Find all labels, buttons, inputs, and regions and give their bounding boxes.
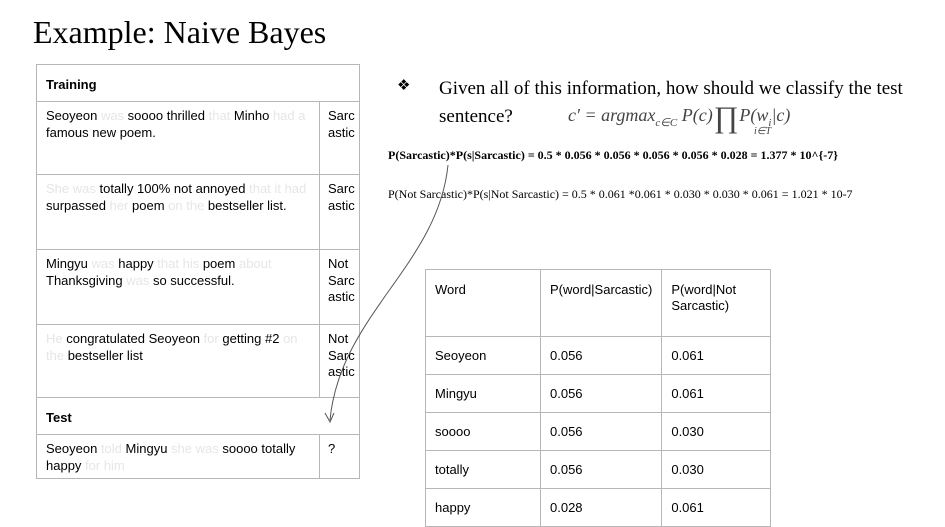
faint-word: told bbox=[97, 441, 126, 456]
label-cell: Not Sarc astic bbox=[320, 325, 360, 398]
kept-word: soooo thrilled bbox=[127, 108, 205, 123]
kept-word: Mingyu bbox=[46, 256, 88, 271]
formula-likelihood-sub: i bbox=[768, 117, 772, 129]
kept-word: bestseller list bbox=[67, 347, 143, 363]
faint-word: He bbox=[46, 331, 67, 346]
formula-lhs: c′ bbox=[568, 105, 580, 125]
word-cell: Mingyu bbox=[426, 375, 541, 413]
faint-word: that it had bbox=[245, 181, 307, 196]
faint-word: was bbox=[122, 272, 153, 288]
kept-word: bestseller list. bbox=[207, 197, 287, 213]
p-sarcastic-cell: 0.056 bbox=[541, 375, 662, 413]
arrow-head-icon bbox=[325, 413, 334, 422]
faint-word: on the bbox=[164, 197, 208, 213]
word-cell: happy bbox=[426, 489, 541, 527]
p-sarcastic-cell: 0.056 bbox=[541, 337, 662, 375]
kept-word: Minho bbox=[233, 108, 270, 123]
kept-word: Seoyeon bbox=[46, 108, 98, 123]
word-cell: soooo bbox=[426, 413, 541, 451]
formula-prior: P(c) bbox=[681, 105, 713, 125]
header-p-sarcastic: P(word|Sarcastic) bbox=[541, 270, 662, 337]
test-header: Test bbox=[37, 398, 360, 435]
calc-sarcastic: P(Sarcastic)*P(s|Sarcastic) = 0.5 * 0.056 * 0.056 * 0.056 * 0.056 * 0.028 = 1.377 * 10^{-7} bbox=[388, 148, 838, 162]
kept-word: surpassed bbox=[46, 197, 106, 213]
training-header: Training bbox=[37, 65, 360, 102]
p-not-sarcastic-cell: 0.061 bbox=[662, 375, 771, 413]
label-cell: Not Sarc astic bbox=[320, 250, 360, 325]
faint-word: about bbox=[235, 256, 272, 271]
faint-word: she was bbox=[167, 441, 223, 456]
faint-word: for him bbox=[81, 457, 125, 473]
faint-word: her bbox=[105, 197, 132, 213]
faint-word: was bbox=[97, 108, 128, 123]
faint-word: was bbox=[87, 256, 119, 271]
arrow-line bbox=[330, 165, 448, 420]
kept-word: Thanksgiving bbox=[46, 272, 123, 288]
kept-word: Mingyu bbox=[125, 441, 168, 456]
label-cell: Sarc astic bbox=[320, 102, 360, 175]
header-p-not-sarcastic: P(word|Not Sarcastic) bbox=[662, 270, 771, 337]
question-text: Given all of this information, how should we classify the test sentence? bbox=[439, 78, 903, 127]
faint-word: had a bbox=[269, 108, 306, 123]
product-subscript: i∈T bbox=[754, 126, 772, 137]
kept-word: so successful. bbox=[152, 272, 235, 288]
formula-likelihood-end: |c) bbox=[771, 105, 791, 125]
faint-word: that his bbox=[153, 256, 203, 271]
faint-word: on the bbox=[46, 331, 298, 363]
faint-word: for bbox=[199, 331, 223, 346]
kept-word: getting #2 bbox=[222, 331, 280, 346]
formula-argmax: argmax bbox=[601, 105, 656, 125]
label-cell: ? bbox=[320, 435, 360, 479]
kept-word: poem bbox=[132, 197, 165, 213]
label-cell: Sarc astic bbox=[320, 175, 360, 250]
formula-likelihood: P(w bbox=[739, 105, 769, 125]
faint-word: She was bbox=[46, 181, 100, 196]
kept-word: Seoyeon bbox=[46, 441, 98, 456]
faint-word: that bbox=[205, 108, 234, 123]
kept-word: congratulated Seoyeon bbox=[66, 331, 200, 346]
word-cell: totally bbox=[426, 451, 541, 489]
word-cell: Seoyeon bbox=[426, 337, 541, 375]
diamond-bullet-icon: ❖ bbox=[397, 76, 411, 94]
p-not-sarcastic-cell: 0.061 bbox=[662, 489, 771, 527]
calc-not-sarcastic: P(Not Sarcastic)*P(s|Not Sarcastic) = 0.5 * 0.061 *0.061 * 0.030 * 0.030 * 0.061 = 1.021 * 10-7 bbox=[388, 187, 853, 201]
p-sarcastic-cell: 0.028 bbox=[541, 489, 662, 527]
kept-word: happy bbox=[118, 256, 154, 271]
p-sarcastic-cell: 0.056 bbox=[541, 451, 662, 489]
kept-word: poem bbox=[202, 256, 236, 271]
kept-word: totally 100% not annoyed bbox=[99, 181, 246, 196]
product-symbol: ∏ bbox=[713, 101, 739, 134]
p-sarcastic-cell: 0.056 bbox=[541, 413, 662, 451]
slide-title: Example: Naive Bayes bbox=[33, 14, 327, 50]
p-not-sarcastic-cell: 0.030 bbox=[662, 413, 771, 451]
formula-argmax-sub: c∈C bbox=[655, 117, 678, 129]
p-not-sarcastic-cell: 0.030 bbox=[662, 451, 771, 489]
formula-eq: = bbox=[584, 105, 597, 125]
header-word: Word bbox=[426, 270, 541, 337]
kept-word: famous new poem. bbox=[46, 124, 156, 140]
p-not-sarcastic-cell: 0.061 bbox=[662, 337, 771, 375]
kept-word: soooo totally happy bbox=[46, 441, 296, 473]
